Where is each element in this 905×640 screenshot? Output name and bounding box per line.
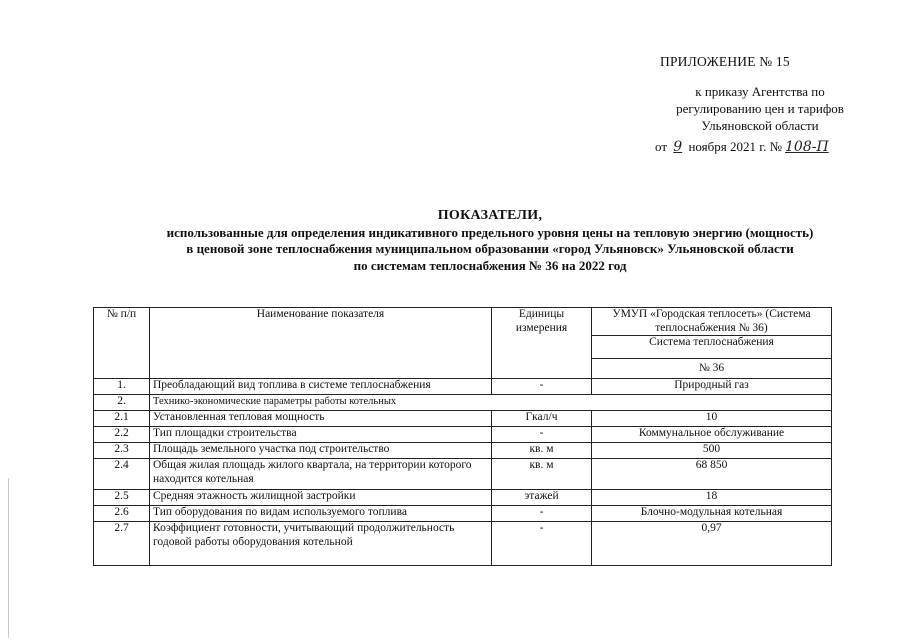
date-middle: ноября 2021 г. № xyxy=(688,139,782,154)
table-row xyxy=(94,427,832,443)
header-unit: Единицы измерения xyxy=(492,308,592,379)
cell-name: Общая жилая площадь жилого квартала, на территории которого находится котельная xyxy=(150,459,492,490)
table-row xyxy=(94,506,832,522)
cell-value: 10 xyxy=(592,411,832,427)
handwritten-day: 9 xyxy=(673,139,683,155)
cell-num: 2.4 xyxy=(94,459,150,490)
cell-name: Площадь земельного участка под строительство xyxy=(150,443,492,459)
cell-value: Блочно-модульная котельная xyxy=(592,506,832,522)
cell-num: 2.7 xyxy=(94,522,150,566)
cell-num: 2. xyxy=(94,395,150,411)
cell-unit: этажей xyxy=(492,490,592,506)
cell-value: Природный газ xyxy=(592,379,832,395)
cell-value: 500 xyxy=(592,443,832,459)
table-row xyxy=(94,490,832,506)
order-date xyxy=(655,139,832,155)
cell-num: 2.3 xyxy=(94,443,150,459)
order-line: к приказу Агентства по xyxy=(695,84,825,99)
header-system: Система теплоснабжения xyxy=(592,336,832,358)
cell-unit: - xyxy=(492,506,592,522)
cell-num: 1. xyxy=(94,379,150,395)
header-num: № п/п xyxy=(94,308,150,379)
cell-value: Коммунальное обслуживание xyxy=(592,427,832,443)
table-row xyxy=(94,443,832,459)
table-row xyxy=(94,459,832,490)
cell-name: Технико-экономические параметры работы котельных xyxy=(150,395,832,411)
table-row xyxy=(94,379,832,395)
cell-num: 2.2 xyxy=(94,427,150,443)
scan-edge-shadow xyxy=(8,478,9,638)
title-line: использованные для определения индикативного предельного уровня цены на тепловую энергию (мощность) xyxy=(166,224,814,240)
cell-name: Преобладающий вид топлива в системе теплоснабжения xyxy=(150,379,492,395)
order-line: регулированию цен и тарифов xyxy=(676,101,844,116)
cell-unit: кв. м xyxy=(492,459,592,490)
table-row xyxy=(94,395,832,411)
title-line: по системам теплоснабжения № 36 на 2022 год xyxy=(353,257,627,273)
appendix-heading: ПРИЛОЖЕНИЕ № 15 xyxy=(660,54,790,69)
cell-unit: - xyxy=(492,379,592,395)
title-line: в ценовой зоне теплоснабжения муниципальном образовании «город Ульяновск» Ульяновской области xyxy=(186,241,794,256)
cell-name: Установленная тепловая мощность xyxy=(150,411,492,427)
order-reference xyxy=(640,83,880,134)
cell-name: Коэффициент готовности, учитывающий продолжительность годовой работы оборудования котельной xyxy=(150,522,492,566)
table-row xyxy=(94,411,832,427)
header-system-no: № 36 xyxy=(592,358,832,378)
handwritten-order-number: 108-П xyxy=(785,139,829,155)
document-title xyxy=(60,208,905,274)
cell-num: 2.1 xyxy=(94,411,150,427)
title-main: ПОКАЗАТЕЛИ, xyxy=(437,208,543,223)
cell-unit: - xyxy=(492,427,592,443)
table-row xyxy=(94,522,832,566)
date-prefix: от xyxy=(655,139,668,154)
header-org: УМУП «Городская теплосеть» (Система теплоснабжения № 36) xyxy=(592,308,832,336)
cell-num: 2.5 xyxy=(94,490,150,506)
cell-name: Средняя этажность жилищной застройки xyxy=(150,490,492,506)
cell-unit: кв. м xyxy=(492,443,592,459)
header-name: Наименование показателя xyxy=(150,308,492,379)
table-header-row xyxy=(94,308,832,336)
cell-value: 0,97 xyxy=(592,522,832,566)
cell-num: 2.6 xyxy=(94,506,150,522)
order-line: Ульяновской области xyxy=(701,118,819,133)
cell-name: Тип площадки строительства xyxy=(150,427,492,443)
cell-value: 18 xyxy=(592,490,832,506)
cell-name: Тип оборудования по видам используемого топлива xyxy=(150,506,492,522)
indicators-table xyxy=(93,307,832,566)
cell-value: 68 850 xyxy=(592,459,832,490)
cell-unit: - xyxy=(492,522,592,566)
cell-unit: Гкал/ч xyxy=(492,411,592,427)
